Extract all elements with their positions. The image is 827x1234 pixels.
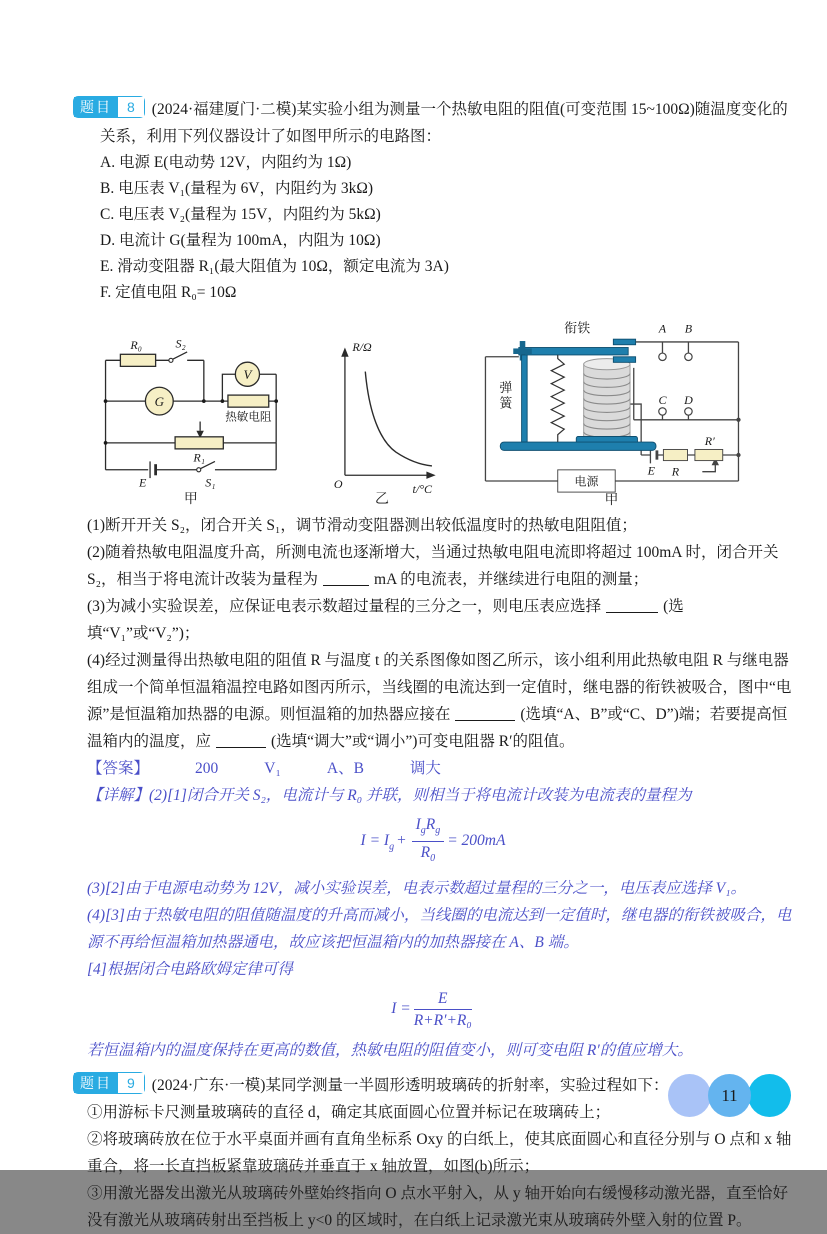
rheostat-rprime [695, 449, 723, 460]
circuit-caption: 甲 [183, 492, 198, 508]
question-4-part1: (4)经过测量得出热敏电阻的阻值 R 与温度 t 的关系图像如图乙所示，该小组利用此热敏电阻 R 与继电器组成一个简单恒温箱温控电路如图丙所示，当线圈的电流达到一定值时，继电器的衔铁被吸合，图中“电源”是恒温箱加热器的电源。则恒温箱的加热器应接在 [87, 652, 792, 723]
equipment-list [73, 150, 793, 306]
graph-origin: O [333, 477, 343, 492]
equipment-item-c: C. 电压表 V₂(量程为 15V，内阻约为 5kΩ) [100, 206, 381, 223]
page-number: 11 [721, 1085, 738, 1105]
problem9-step-3: ③用激光器发出激光从玻璃砖外壁始终指向 O 点水平射入，从 y 轴开始向右缓慢移动激光器，直至恰好没有激光从玻璃砖射出至挡板上 y<0 的区域时，在白纸上记录激光束从玻璃砖外壁入射的位置 P。 [87, 1185, 788, 1230]
problem9-title: (2024·广东·一模)某同学测量一半圆形透明玻璃砖的折射率，实验过程如下： [151, 1077, 669, 1095]
label-spring-2: 簧 [499, 395, 513, 411]
question-2-pre: (2)随着热敏电阻温度升高，所测电流也逐渐增大，当通过热敏电阻电流即将超过 100mA 时，闭合开关 S₂，相当于将电流计改装为量程为 [87, 544, 779, 588]
label-power-supply: 电源 [574, 474, 599, 489]
badge-number: 9 [118, 1073, 144, 1093]
equipment-item-a: A. 电源 E(电动势 12V，内阻约为 1Ω) [100, 154, 352, 171]
label-r0: R₀ [130, 338, 142, 353]
equipment-item-f: F. 定值电阻 R₀= 10Ω [100, 284, 237, 301]
label-s2: S₂ [175, 336, 186, 351]
switch-s2-contact [169, 358, 173, 362]
figure-circuit [87, 325, 291, 506]
rheostat-r1 [175, 437, 223, 449]
answer-item-3: A、B [326, 760, 364, 777]
x-axis-arrow [426, 472, 435, 479]
label-rheostat-rprime: R′ [704, 433, 715, 448]
equipment-item-b: B. 电压表 V₁(量程为 6V，内阻约为 3kΩ) [100, 180, 374, 197]
question-2-post: mA 的电流表，并继续进行电阻的测量； [374, 571, 649, 588]
num-i-sub: g [420, 825, 426, 837]
equipment-item-e: E. 滑动变阻器 R₁(最大阻值为 10Ω，额定电流为 3A) [100, 258, 449, 275]
label-armature: 衔铁 [564, 320, 591, 336]
relay-diagram [472, 316, 751, 509]
formula1-lhs-sub: g [389, 841, 395, 853]
page-number-badge [708, 1074, 751, 1117]
terminal-b [685, 353, 692, 360]
answer-item-4: 调大 [409, 760, 441, 777]
spring-zigzag [551, 355, 564, 442]
explanation-line-1: 【详解】(2)[1]闭合开关 S₂，电流计与 R₀ 并联，则相当于将电流计改装为电流表的量程为 [87, 787, 692, 804]
graph-caption: 乙 [375, 492, 389, 507]
num-i: I [415, 816, 421, 833]
upper-contact-pad [613, 339, 635, 345]
badge-label: 题目 [74, 1073, 118, 1093]
question-2 [87, 539, 793, 593]
den-r: R [420, 844, 431, 862]
problem8-title: (2024·福建厦门·二模)某实验小组为测量一个热敏电阻的阻值(可变范围 15~100Ω)随温度变化的关系，利用下列仪器设计了如图甲所示的电路图： [100, 101, 788, 145]
question-4-part3: (选填“调大”或“调小”)可变电阻器 R′的阻值。 [271, 733, 575, 750]
fraction-numerator [412, 815, 445, 842]
fraction-denominator [412, 842, 445, 868]
label-resistor-r: R [671, 464, 680, 479]
question-3 [87, 593, 793, 647]
figures-row [87, 316, 793, 509]
problem8-heading [80, 96, 793, 150]
label-spring-1: 弹 [499, 380, 513, 395]
terminal-d [685, 408, 692, 415]
footer-circle-right [748, 1074, 791, 1117]
resistor-r0 [120, 354, 155, 366]
label-g: G [154, 393, 165, 409]
fraction-denominator: R+R′+R₀ [413, 1012, 472, 1030]
label-s1: S₁ [205, 475, 216, 490]
explanation-line-4: [4]根据闭合电路欧姆定律可得 [87, 961, 293, 979]
lower-contact-pad [613, 357, 635, 363]
answer-item-2: V₁ [264, 760, 281, 777]
label-battery-e: E [647, 463, 656, 478]
answer-line [87, 755, 793, 782]
explanation-line-5: 若恒温箱内的温度保持在更高的数值，热敏电阻的阻值变小，则可变电阻 R′的值应增大。 [87, 1042, 693, 1060]
resistance-temperature-graph [319, 325, 444, 506]
graph-xlabel: t/°C [412, 481, 433, 496]
terminal-a [659, 353, 666, 360]
question-1: (1)断开开关 S₂，闭合开关 S₁，调节滑动变阻器测出较低温度时的热敏电阻阻值； [87, 517, 637, 534]
equipment-item-d: D. 电流计 G(量程为 100mA，内阻为 10Ω) [100, 232, 381, 249]
answer-blank [216, 733, 266, 748]
fraction [412, 815, 445, 868]
answer-blank [323, 571, 369, 586]
y-axis-arrow [341, 347, 348, 356]
graph-axes [345, 355, 428, 475]
footer-page-decoration [671, 1074, 791, 1117]
question-4 [87, 647, 793, 755]
label-terminal-c: C [658, 393, 667, 408]
num-r: R [425, 816, 436, 833]
label-r1: R₁ [193, 450, 205, 465]
explanation-line-3: (4)[3]由于热敏电阻的阻值随温度的升高而减小，当线圈的电流达到一定值时，继电器的衔铁被吸合，电源不再给恒温箱加热器通电，故应该把恒温箱内的加热器接在 A、B 端。 [87, 907, 792, 952]
footer-circle-left [668, 1074, 711, 1117]
problem8-badge [73, 96, 145, 118]
label-v: V [243, 366, 252, 382]
figure-graph [319, 325, 444, 506]
switch-s1-contact [197, 468, 201, 472]
thermistor-body [228, 395, 269, 407]
badge-number: 8 [118, 97, 144, 117]
badge-label: 题目 [74, 97, 118, 117]
problem9-step-1: ①用游标卡尺测量玻璃砖的直径 d，确定其底面圆心位置并标记在玻璃砖上； [87, 1104, 611, 1122]
question-3-post: (选填“V₁”或“V₂”)； [87, 598, 684, 642]
label-terminal-a: A [658, 321, 667, 336]
problem9-step-2: ②将玻璃砖放在位于水平桌面并画有直角坐标系 Oxy 的白纸上，使其底面圆心和直径分别与 O 点和 x 轴重合，将一长直挡板紧靠玻璃砖并垂直于 x 轴放置，如图(b)所示； [87, 1131, 792, 1176]
problem9-badge [73, 1072, 145, 1094]
graph-curve [365, 372, 432, 466]
resistor-r [663, 449, 687, 460]
label-e: E [138, 475, 147, 490]
answer-blank [606, 598, 658, 613]
figure-relay [472, 316, 751, 509]
circuit-diagram [87, 325, 291, 506]
fraction [414, 989, 472, 1030]
formula-current-range [73, 815, 793, 868]
armature-bar [519, 348, 628, 355]
den-r-sub: 0 [430, 853, 436, 865]
terminal-c [659, 408, 666, 415]
relay-caption: 甲 [604, 493, 619, 509]
answer-item-1: 200 [195, 760, 219, 777]
graph-ylabel: R/Ω [352, 340, 372, 355]
answer-label: 【答案】 [87, 760, 150, 777]
fraction-numerator: E [414, 989, 472, 1010]
label-thermistor: 热敏电阻 [225, 410, 272, 424]
answer-blank [455, 706, 515, 721]
explanation-line-2: (3)[2]由于电源电动势为 12V，减小实验误差，电表示数超过量程的三分之一，电压表应选择 V₁。 [87, 880, 746, 898]
base-platform [500, 442, 656, 450]
label-terminal-d: D [684, 393, 693, 408]
formula-ohms-law [73, 989, 793, 1030]
pivot-post [522, 355, 528, 442]
formula2-lhs: I = [391, 1000, 411, 1018]
question-3-pre: (3)为减小实验误差，应保证电表示数超过量程的三分之一，则电压表应选择 [87, 598, 602, 615]
label-terminal-b: B [684, 321, 693, 336]
num-r-sub: g [435, 825, 441, 837]
formula1-lhs: I = I [360, 832, 390, 850]
plus-sign: + [396, 832, 407, 850]
question-4-part2: (选填“A、B”或“C、D”)端；若要提高恒温箱内的温度，应 [87, 706, 788, 750]
formula1-result: = 200mA [447, 832, 506, 850]
